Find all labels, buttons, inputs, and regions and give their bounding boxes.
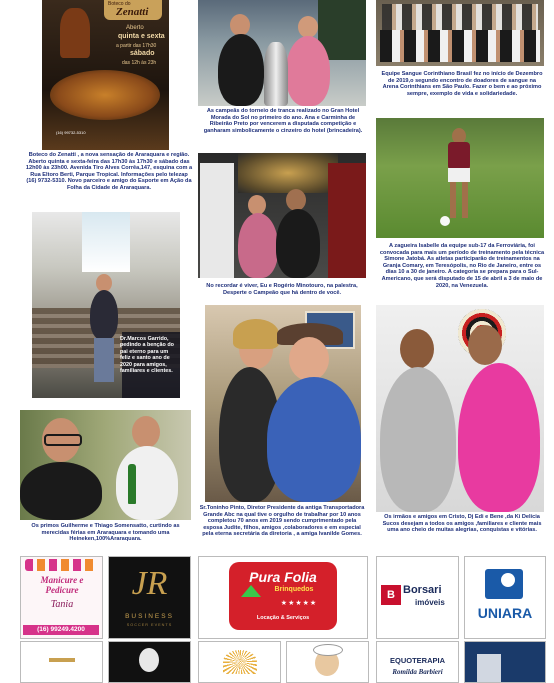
bearded-man-logo [139,648,159,672]
group-row-back [382,4,538,30]
player-shirt [448,142,470,170]
marcos-body [90,290,118,340]
zenatti-ad[interactable] [42,0,169,150]
zenatti-hours-line1: Aberto [126,25,144,31]
left-figure [200,163,234,278]
borsari-logo-icon: B [381,585,401,605]
chef-hat [313,644,343,656]
ad-borsari-imoveis[interactable] [376,556,459,639]
zenatti-hours-line4: sábado [130,50,155,57]
man-right-body [276,209,320,278]
sun-rays-logo [223,650,257,674]
ad-row2-6[interactable] [464,641,546,683]
thiago-head [132,416,160,448]
ad-row2-3[interactable] [198,641,281,683]
photo-toninho-pinto [205,305,361,502]
ad-uniara[interactable] [464,556,546,639]
edi-head [400,329,434,369]
soccer-ball [440,216,450,226]
zenatti-brand: Zenatti [116,6,149,18]
caption-minotouro: No recordar é viver, Eu e Rogério Minotouro, na palestra, Desperte o Campeão que há dentro de você. [206,283,358,296]
caption-tranca: As campeãs do torneio de tranca realizado no Gran Hotel Morada do Sol no primeiro do ano. Ana e Carminha de Ribeirão Preto por vencerem a disputada competição e ganharam simbolicamente o cinzeiro do hotel (brincadeira). [203,108,363,134]
right-figure [328,163,366,278]
jr-business-label: BUSINESS [125,613,174,620]
person-left-head [230,14,250,36]
uniara-name: UNIARA [477,605,533,621]
uniara-logo-dot [501,573,515,587]
group-row-front [380,30,540,62]
colorful-tent-icon [241,585,261,597]
manicure-title: Manicure e Pedicure [40,575,84,595]
equoterapia-person: Romilda Barbieri [392,668,443,676]
borsari-name: Borsari [403,584,442,596]
ad-row2-2[interactable] [108,641,191,683]
chapel-window [82,212,130,272]
zenatti-hours-line5: das 12h às 23h [122,60,157,66]
borsari-sub: imóveis [415,598,445,607]
guilherme-glasses [44,434,82,446]
nail-polish-icons [25,559,97,571]
player-legs [450,182,468,218]
edi-body [380,367,456,512]
thiago-body [116,446,178,520]
caption-marcos: Dr.Marcos Garrido, pedindo a benção do pai eterno para um feliz e santo ano de 2020 para amigos, familiares e clientes. [120,336,174,375]
ad-pura-folia[interactable] [198,556,368,639]
zenatti-hours-line2: quinta e sexta [118,33,165,40]
photo-irmaos-cristo [376,305,544,512]
manicure-name: Tania [50,599,74,610]
caption-sangue: Equipe Sangue Corinthiano Brasil fez no início de Dezembro de 2019,o segundo encontro de doadores de sangue na Arena Corinthians em São Paulo. Fazer o bem e ao próximo sempre, exemplo de vida e solidariedade. [381,71,543,97]
trophy-heater-image [264,42,288,106]
building-logo [477,654,501,682]
kebab-image [60,8,90,58]
zenatti-phone: (16) 99732-5310 [56,130,86,135]
toninho-body [267,377,361,502]
jr-logo: JR [131,565,168,602]
gold-ornament [49,658,75,662]
pura-folia-name: Pura Folia [249,569,317,585]
equoterapia-name: EQUOTERAPIA [389,656,445,665]
pura-folia-tagline: Locação & Serviços [256,615,310,621]
food-plate-image [50,70,160,120]
photo-zagueira-isabelle [376,118,544,238]
ad-jr-business[interactable] [108,556,191,639]
man-left-body [238,213,278,278]
person-right-body [286,36,330,106]
jr-tagline: SOCCER EVENTS [126,623,173,627]
photo-primos-somensatto [20,410,191,520]
man-right-head [286,189,306,211]
person-right-head [298,16,318,38]
caption-irmaos: Os irmãos e amigos em Cristo, Dj Edi e Bene ,da Ki Delícia Sucos desejam a todos os amigos ,familiares e cliente mais uma ano cheio de muitas alegrias, conquistas e vitórias. [382,514,542,534]
pura-folia-sub: Brinquedos [274,586,314,593]
toninho-head [289,337,329,381]
photo-sangue-corinthiano [376,0,544,66]
marcos-legs [94,338,114,382]
man-left-head [248,195,266,215]
beer-bottle [128,464,136,504]
ad-manicure-tania[interactable] [20,556,103,639]
caption-toninho: Sr.Toninho Pinto, Diretor Presidente da antiga Transportadora Grande Abc na qual tive o orgulho de trabalhar por 10 anos completou 70 anos em 2019 sendo cumprimentado pela esposa Judite, filhos, amigos ,colaboradores e em especial pela eterna secretária da diretoria , a amiga Ivanilde Gomes. [199,505,365,538]
ad-row2-1[interactable] [20,641,103,683]
photo-minotouro [198,153,366,278]
photo-tranca-champions [198,0,366,106]
woman-hair [233,319,279,349]
caption-primos: Os primos Guilherme e Thiago Somensatto, curtindo as merecidas férias em Araraquara e tomando uma Heineken,100%Araraquara. [31,523,180,543]
person-left-body [218,34,264,106]
zenatti-subbrand: Boteco do [108,1,131,7]
zenatti-hours-line3: a partir das 17h30 [116,43,157,49]
ad-equoterapia[interactable] [376,641,459,683]
caption-zagueira: A zagueira Isabelle da equipe sub-17 da Ferroviária, foi convocada para mais um período de treinamento pela técnica Simone Jatobá. As atletas participarão de treinamentos na Granja Comary, em Teresópolis, no Rio de Janeiro, entre os dias 10 a 30 de janeiro. A categoria se prepara para o Sul-Americano, que será disputado de 15 de abril a 3 de maio de 2020, na Venezuela. [379,243,545,289]
caption-zenatti: Boteco do Zenatti , a nova sensação de Araraquara e região. Aberto quinta e sexta-feira das 17h30 às 17h30 e sábado das 12h00 às 23h00. Avenida Tiro Alves Corrêa,147, esquina com a Rua Eltoro Berti, Parque Tropical. Informações pelo telezap (16) 9732-5310. Novo parceiro e amigo do Esporte em Ação da Folha da Cidade de Araraquara. [25,152,193,191]
ad-row2-4[interactable] [286,641,369,683]
bene-body [458,363,540,512]
bene-head [468,325,502,365]
stars-row: ★★★★★ [280,600,318,607]
banner-emblem [238,153,338,193]
manicure-phone: (16) 99249.4200 [23,625,99,635]
player-shorts [448,168,470,182]
guilherme-body [20,462,102,520]
